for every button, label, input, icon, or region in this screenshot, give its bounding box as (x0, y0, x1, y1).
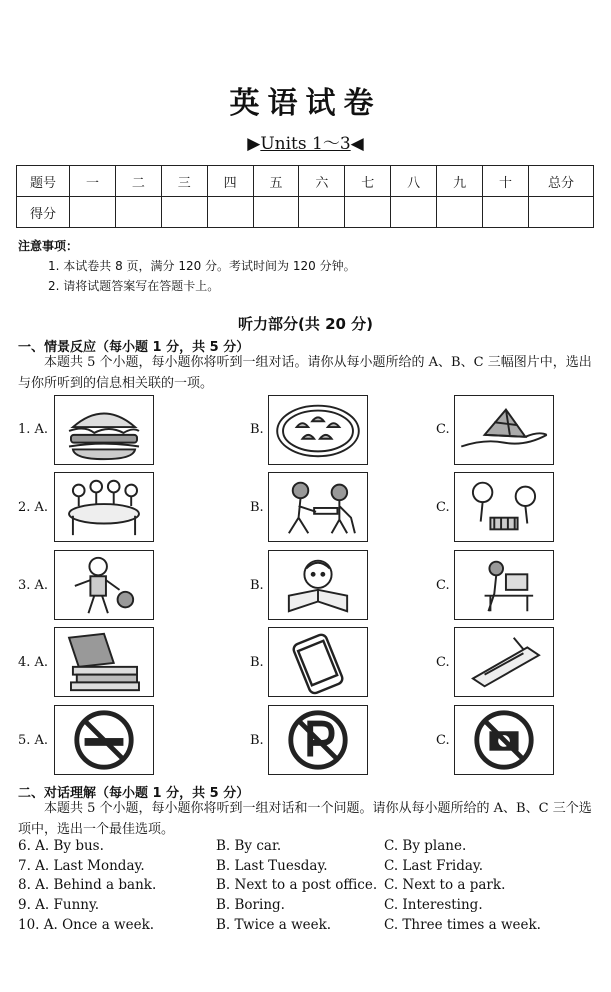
score-table (16, 165, 594, 228)
notes-heading: 注意事项： (18, 239, 79, 253)
q9-option-b[interactable]: B. Boring. (216, 897, 285, 913)
units-subtitle (0, 129, 611, 154)
zongzi-icon[interactable] (454, 395, 554, 465)
q5-label-c: C. (436, 733, 450, 748)
no-smoking-icon[interactable] (54, 705, 154, 775)
listening-section-title: 听力部分(共 20 分) (237, 315, 374, 333)
q5-label-a: 5. A. (18, 733, 49, 748)
score-table-header-row (17, 166, 594, 197)
q6-option-b[interactable]: B. By car. (216, 838, 282, 854)
score-cell: 二 (115, 166, 161, 197)
q4-label-a: 4. A. (18, 655, 49, 670)
boy-basketball-icon[interactable] (54, 550, 154, 620)
score-cell: 八 (391, 166, 437, 197)
q1-label-b: B. (250, 422, 264, 437)
score-input-cell[interactable] (115, 197, 161, 228)
units-label: Units 1～3 (260, 134, 351, 154)
q3-label-b: B. (250, 578, 264, 593)
q8-option-b[interactable]: B. Next to a post office. (216, 877, 378, 893)
part2-heading: 二、对话理解（每小题 1 分，共 5 分） (18, 786, 250, 801)
score-cell: 十 (483, 166, 529, 197)
score-input-cell[interactable] (345, 197, 391, 228)
score-input-cell[interactable] (483, 197, 529, 228)
q9-option-a[interactable]: 9. A. Funny. (18, 897, 100, 913)
q2-label-b: B. (250, 500, 264, 515)
books-stack-icon[interactable] (54, 627, 154, 697)
family-dinner-icon[interactable] (54, 472, 154, 542)
score-input-cell[interactable] (529, 197, 594, 228)
notes-item: 2. 请将试题答案写在答题卡上。 (48, 279, 220, 293)
q1-label-c: C. (436, 422, 450, 437)
exam-notes (18, 236, 356, 296)
score-input-cell[interactable] (437, 197, 483, 228)
q9-option-c[interactable]: C. Interesting. (384, 897, 483, 913)
score-input-cell[interactable] (207, 197, 253, 228)
pen-box-icon[interactable] (454, 627, 554, 697)
score-cell: 七 (345, 166, 391, 197)
part1-instructions: 本题共 5 个小题，每小题你将听到一组对话。请你从每小题所给的 A、B、C 三幅图片中，选出与你所听到的信息相关联的一项。 (18, 355, 592, 391)
arrow-right-icon: ▶ (247, 134, 261, 154)
children-chess-icon[interactable] (454, 472, 554, 542)
score-cell: 总分 (529, 166, 594, 197)
q1-label-a: 1. A. (18, 422, 49, 437)
score-input-cell[interactable] (299, 197, 345, 228)
part2-instructions: 本题共 5 个小题，每小题你将听到一组对话和一个问题。请你从每小题所给的 A、B、C 三个选项中，选出一个最佳选项。 (18, 801, 592, 837)
notes-item: 1. 本试卷共 8 页，满分 120 分。考试时间为 120 分钟。 (48, 259, 356, 273)
score-cell: 三 (161, 166, 207, 197)
score-cell: 四 (207, 166, 253, 197)
q8-option-a[interactable]: 8. A. Behind a bank. (18, 877, 157, 893)
score-cell: 五 (253, 166, 299, 197)
score-row-label: 得分 (17, 197, 70, 228)
q3-label-a: 3. A. (18, 578, 49, 593)
q10-option-a[interactable]: 10. A. Once a week. (18, 917, 155, 933)
arrow-left-icon: ◀ (350, 134, 364, 154)
no-parking-icon[interactable] (268, 705, 368, 775)
q10-option-b[interactable]: B. Twice a week. (216, 917, 332, 933)
q4-label-b: B. (250, 655, 264, 670)
boy-reading-icon[interactable] (268, 550, 368, 620)
girl-computer-icon[interactable] (454, 550, 554, 620)
children-cleaning-icon[interactable] (268, 472, 368, 542)
score-input-cell[interactable] (253, 197, 299, 228)
q8-option-c[interactable]: C. Next to a park. (384, 877, 506, 893)
score-cell: 九 (437, 166, 483, 197)
no-photos-icon[interactable] (454, 705, 554, 775)
q4-label-c: C. (436, 655, 450, 670)
q10-option-c[interactable]: C. Three times a week. (384, 917, 541, 933)
q6-option-c[interactable]: C. By plane. (384, 838, 467, 854)
q2-label-c: C. (436, 500, 450, 515)
q2-label-a: 2. A. (18, 500, 49, 515)
hamburger-icon[interactable] (54, 395, 154, 465)
smartphone-icon[interactable] (268, 627, 368, 697)
score-table-score-row (17, 197, 594, 228)
q7-option-a[interactable]: 7. A. Last Monday. (18, 858, 145, 874)
q3-label-c: C. (436, 578, 450, 593)
q5-label-b: B. (250, 733, 264, 748)
exam-title: 英语试卷 (229, 86, 382, 121)
q7-option-c[interactable]: C. Last Friday. (384, 858, 484, 874)
score-input-cell[interactable] (70, 197, 116, 228)
score-cell: 题号 (17, 166, 70, 197)
score-input-cell[interactable] (161, 197, 207, 228)
dumplings-plate-icon[interactable] (268, 395, 368, 465)
score-cell: 六 (299, 166, 345, 197)
q7-option-b[interactable]: B. Last Tuesday. (216, 858, 328, 874)
part1-heading: 一、情景反应（每小题 1 分，共 5 分） (18, 340, 250, 355)
score-cell: 一 (70, 166, 116, 197)
score-input-cell[interactable] (391, 197, 437, 228)
q6-option-a[interactable]: 6. A. By bus. (18, 838, 104, 854)
